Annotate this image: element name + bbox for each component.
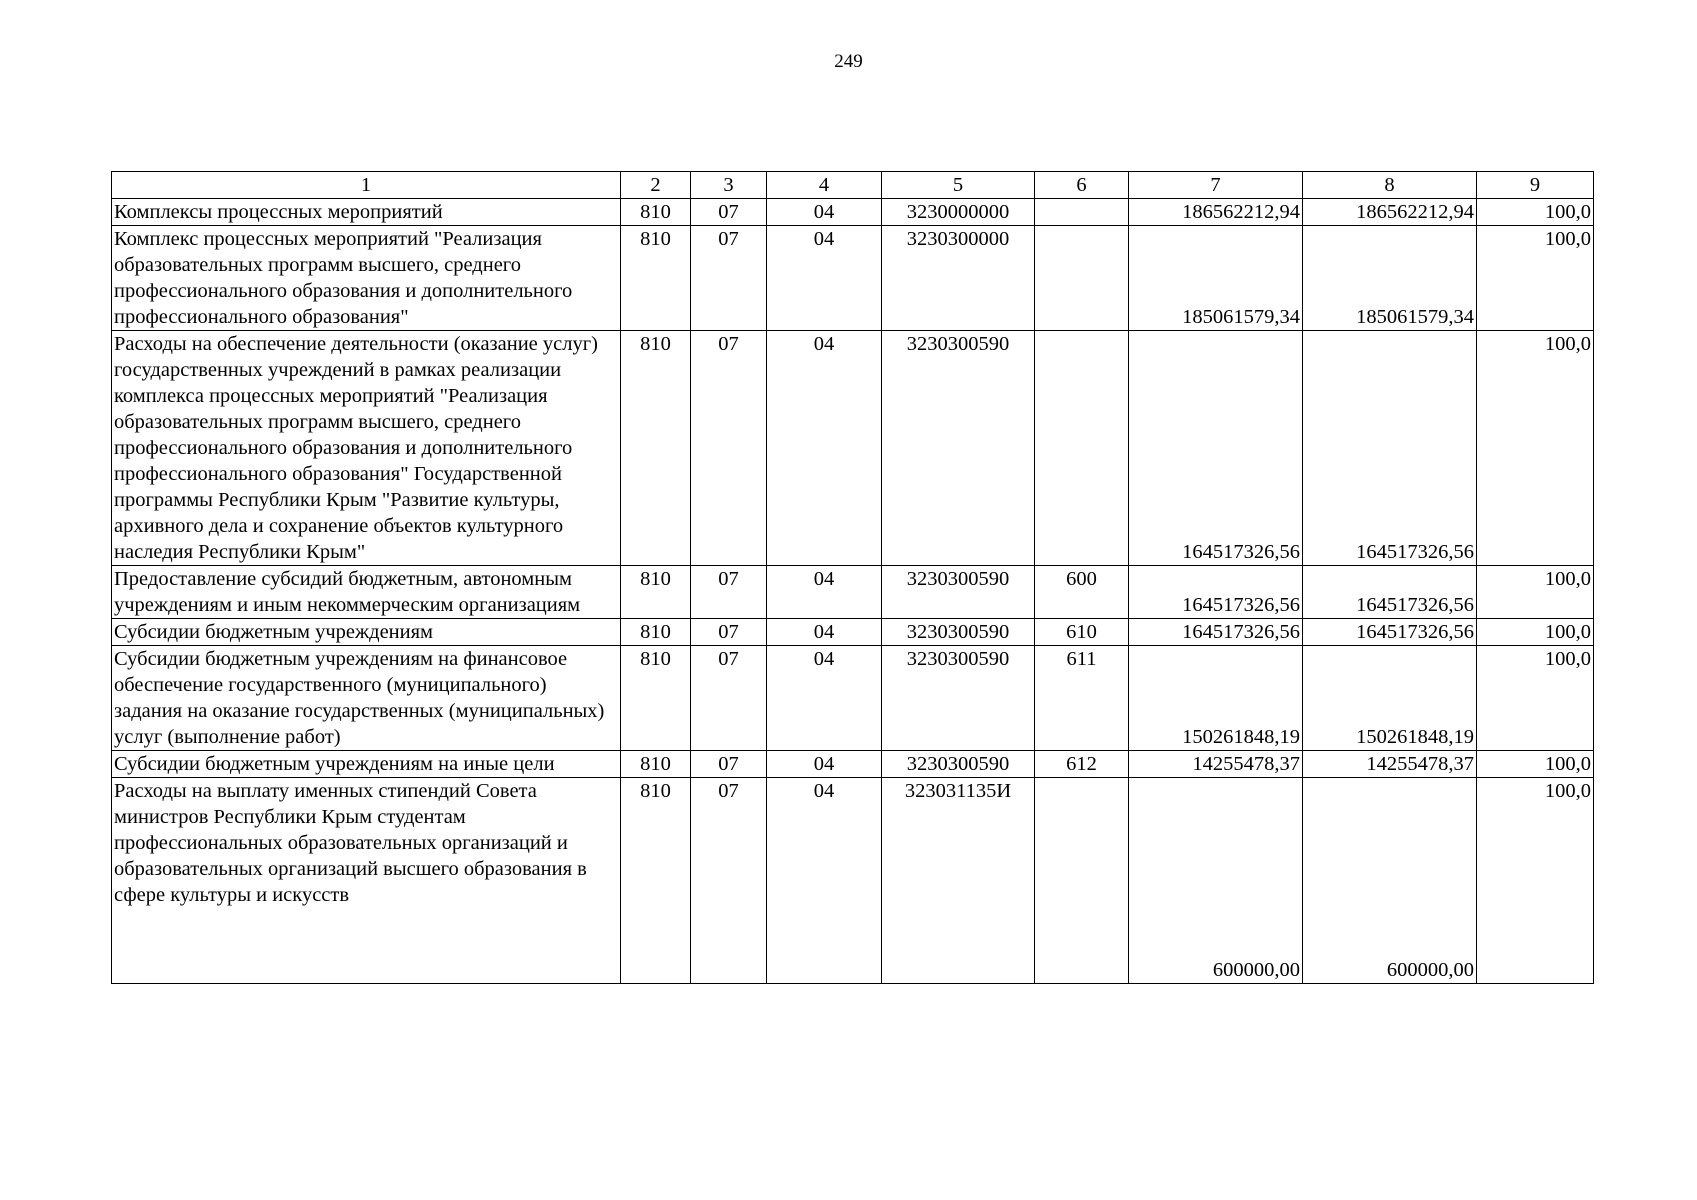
header-col-3: 3 [691,172,767,199]
header-col-5: 5 [882,172,1035,199]
row-col-3: 07 [691,778,767,984]
row-col-6 [1035,226,1129,331]
row-col-2: 810 [621,226,691,331]
header-col-9: 9 [1477,172,1594,199]
row-col-3: 07 [691,566,767,619]
row-col-9: 100,0 [1477,778,1594,984]
header-col-8: 8 [1303,172,1477,199]
row-col-2: 810 [621,778,691,984]
row-col-8: 14255478,37 [1303,751,1477,778]
page-number: 249 [834,51,863,72]
row-col-9: 100,0 [1477,619,1594,646]
row-col-3: 07 [691,199,767,226]
table-row [112,226,1594,331]
row-col-9: 100,0 [1477,199,1594,226]
row-col-9: 100,0 [1477,226,1594,331]
row-col-3: 07 [691,619,767,646]
row-col-8: 150261848,19 [1303,646,1477,751]
table-row [112,331,1594,566]
row-col-3: 07 [691,646,767,751]
header-col-1: 1 [112,172,621,199]
row-col-6: 610 [1035,619,1129,646]
row-col-5: 3230300590 [882,646,1035,751]
table-row [112,566,1594,619]
row-col-6 [1035,331,1129,566]
row-col-8: 164517326,56 [1303,566,1477,619]
row-name: Расходы на выплату именных стипендий Совета министров Республики Крым студентам профессиональных образовательных организаций и образовательных организаций высшего образования в сфере культуры и искусств [112,778,621,984]
row-name: Субсидии бюджетным учреждениям на иные цели [112,751,621,778]
header-col-6: 6 [1035,172,1129,199]
row-col-4: 04 [767,778,882,984]
row-col-2: 810 [621,566,691,619]
row-col-7: 186562212,94 [1129,199,1303,226]
row-name: Предоставление субсидий бюджетным, автономным учреждениям и иным некоммерческим организациям [112,566,621,619]
row-col-8: 164517326,56 [1303,619,1477,646]
header-col-4: 4 [767,172,882,199]
row-col-4: 04 [767,619,882,646]
table-row [112,778,1594,984]
row-col-9: 100,0 [1477,646,1594,751]
row-name: Расходы на обеспечение деятельности (оказание услуг) государственных учреждений в рамках реализации комплекса процессных мероприятий "Реализация образовательных программ высшего, среднего профессионального образования и дополнительного профессионального образования" Государственной программы Республики Крым "Развитие культуры, архивного дела и сохранение объектов культурного наследия Республики Крым" [112,331,621,566]
row-name: Комплекс процессных мероприятий "Реализация образовательных программ высшего, среднего профессионального образования и дополнительного профессионального образования" [112,226,621,331]
row-col-6: 612 [1035,751,1129,778]
row-col-8: 600000,00 [1303,778,1477,984]
row-col-3: 07 [691,331,767,566]
row-col-4: 04 [767,646,882,751]
row-col-5: 3230300590 [882,566,1035,619]
row-name: Субсидии бюджетным учреждениям [112,619,621,646]
row-col-7: 164517326,56 [1129,566,1303,619]
row-col-4: 04 [767,566,882,619]
row-col-2: 810 [621,199,691,226]
row-col-7: 600000,00 [1129,778,1303,984]
table-row [112,619,1594,646]
row-col-4: 04 [767,199,882,226]
row-col-4: 04 [767,226,882,331]
row-col-7: 164517326,56 [1129,331,1303,566]
table-row [112,646,1594,751]
row-col-4: 04 [767,751,882,778]
row-col-8: 164517326,56 [1303,331,1477,566]
row-col-2: 810 [621,751,691,778]
row-col-9: 100,0 [1477,566,1594,619]
row-col-8: 185061579,34 [1303,226,1477,331]
row-col-3: 07 [691,226,767,331]
header-row [112,172,1594,199]
row-col-9: 100,0 [1477,331,1594,566]
row-col-5: 3230000000 [882,199,1035,226]
row-col-2: 810 [621,619,691,646]
table-row [112,199,1594,226]
row-name: Субсидии бюджетным учреждениям на финансовое обеспечение государственного (муниципального) задания на оказание государственных (муниципальных) услуг (выполнение работ) [112,646,621,751]
row-col-6 [1035,778,1129,984]
row-col-5: 3230300590 [882,331,1035,566]
row-col-3: 07 [691,751,767,778]
row-col-5: 3230300590 [882,619,1035,646]
row-col-6: 600 [1035,566,1129,619]
row-col-4: 04 [767,331,882,566]
row-col-7: 164517326,56 [1129,619,1303,646]
row-col-5: 323031135И [882,778,1035,984]
row-col-7: 150261848,19 [1129,646,1303,751]
row-col-5: 3230300590 [882,751,1035,778]
budget-table [111,171,1594,984]
row-col-6: 611 [1035,646,1129,751]
table-row [112,751,1594,778]
row-col-9: 100,0 [1477,751,1594,778]
row-col-7: 185061579,34 [1129,226,1303,331]
row-name: Комплексы процессных мероприятий [112,199,621,226]
header-col-2: 2 [621,172,691,199]
row-col-6 [1035,199,1129,226]
row-col-7: 14255478,37 [1129,751,1303,778]
row-col-5: 3230300000 [882,226,1035,331]
header-col-7: 7 [1129,172,1303,199]
row-col-2: 810 [621,646,691,751]
row-col-2: 810 [621,331,691,566]
row-col-8: 186562212,94 [1303,199,1477,226]
